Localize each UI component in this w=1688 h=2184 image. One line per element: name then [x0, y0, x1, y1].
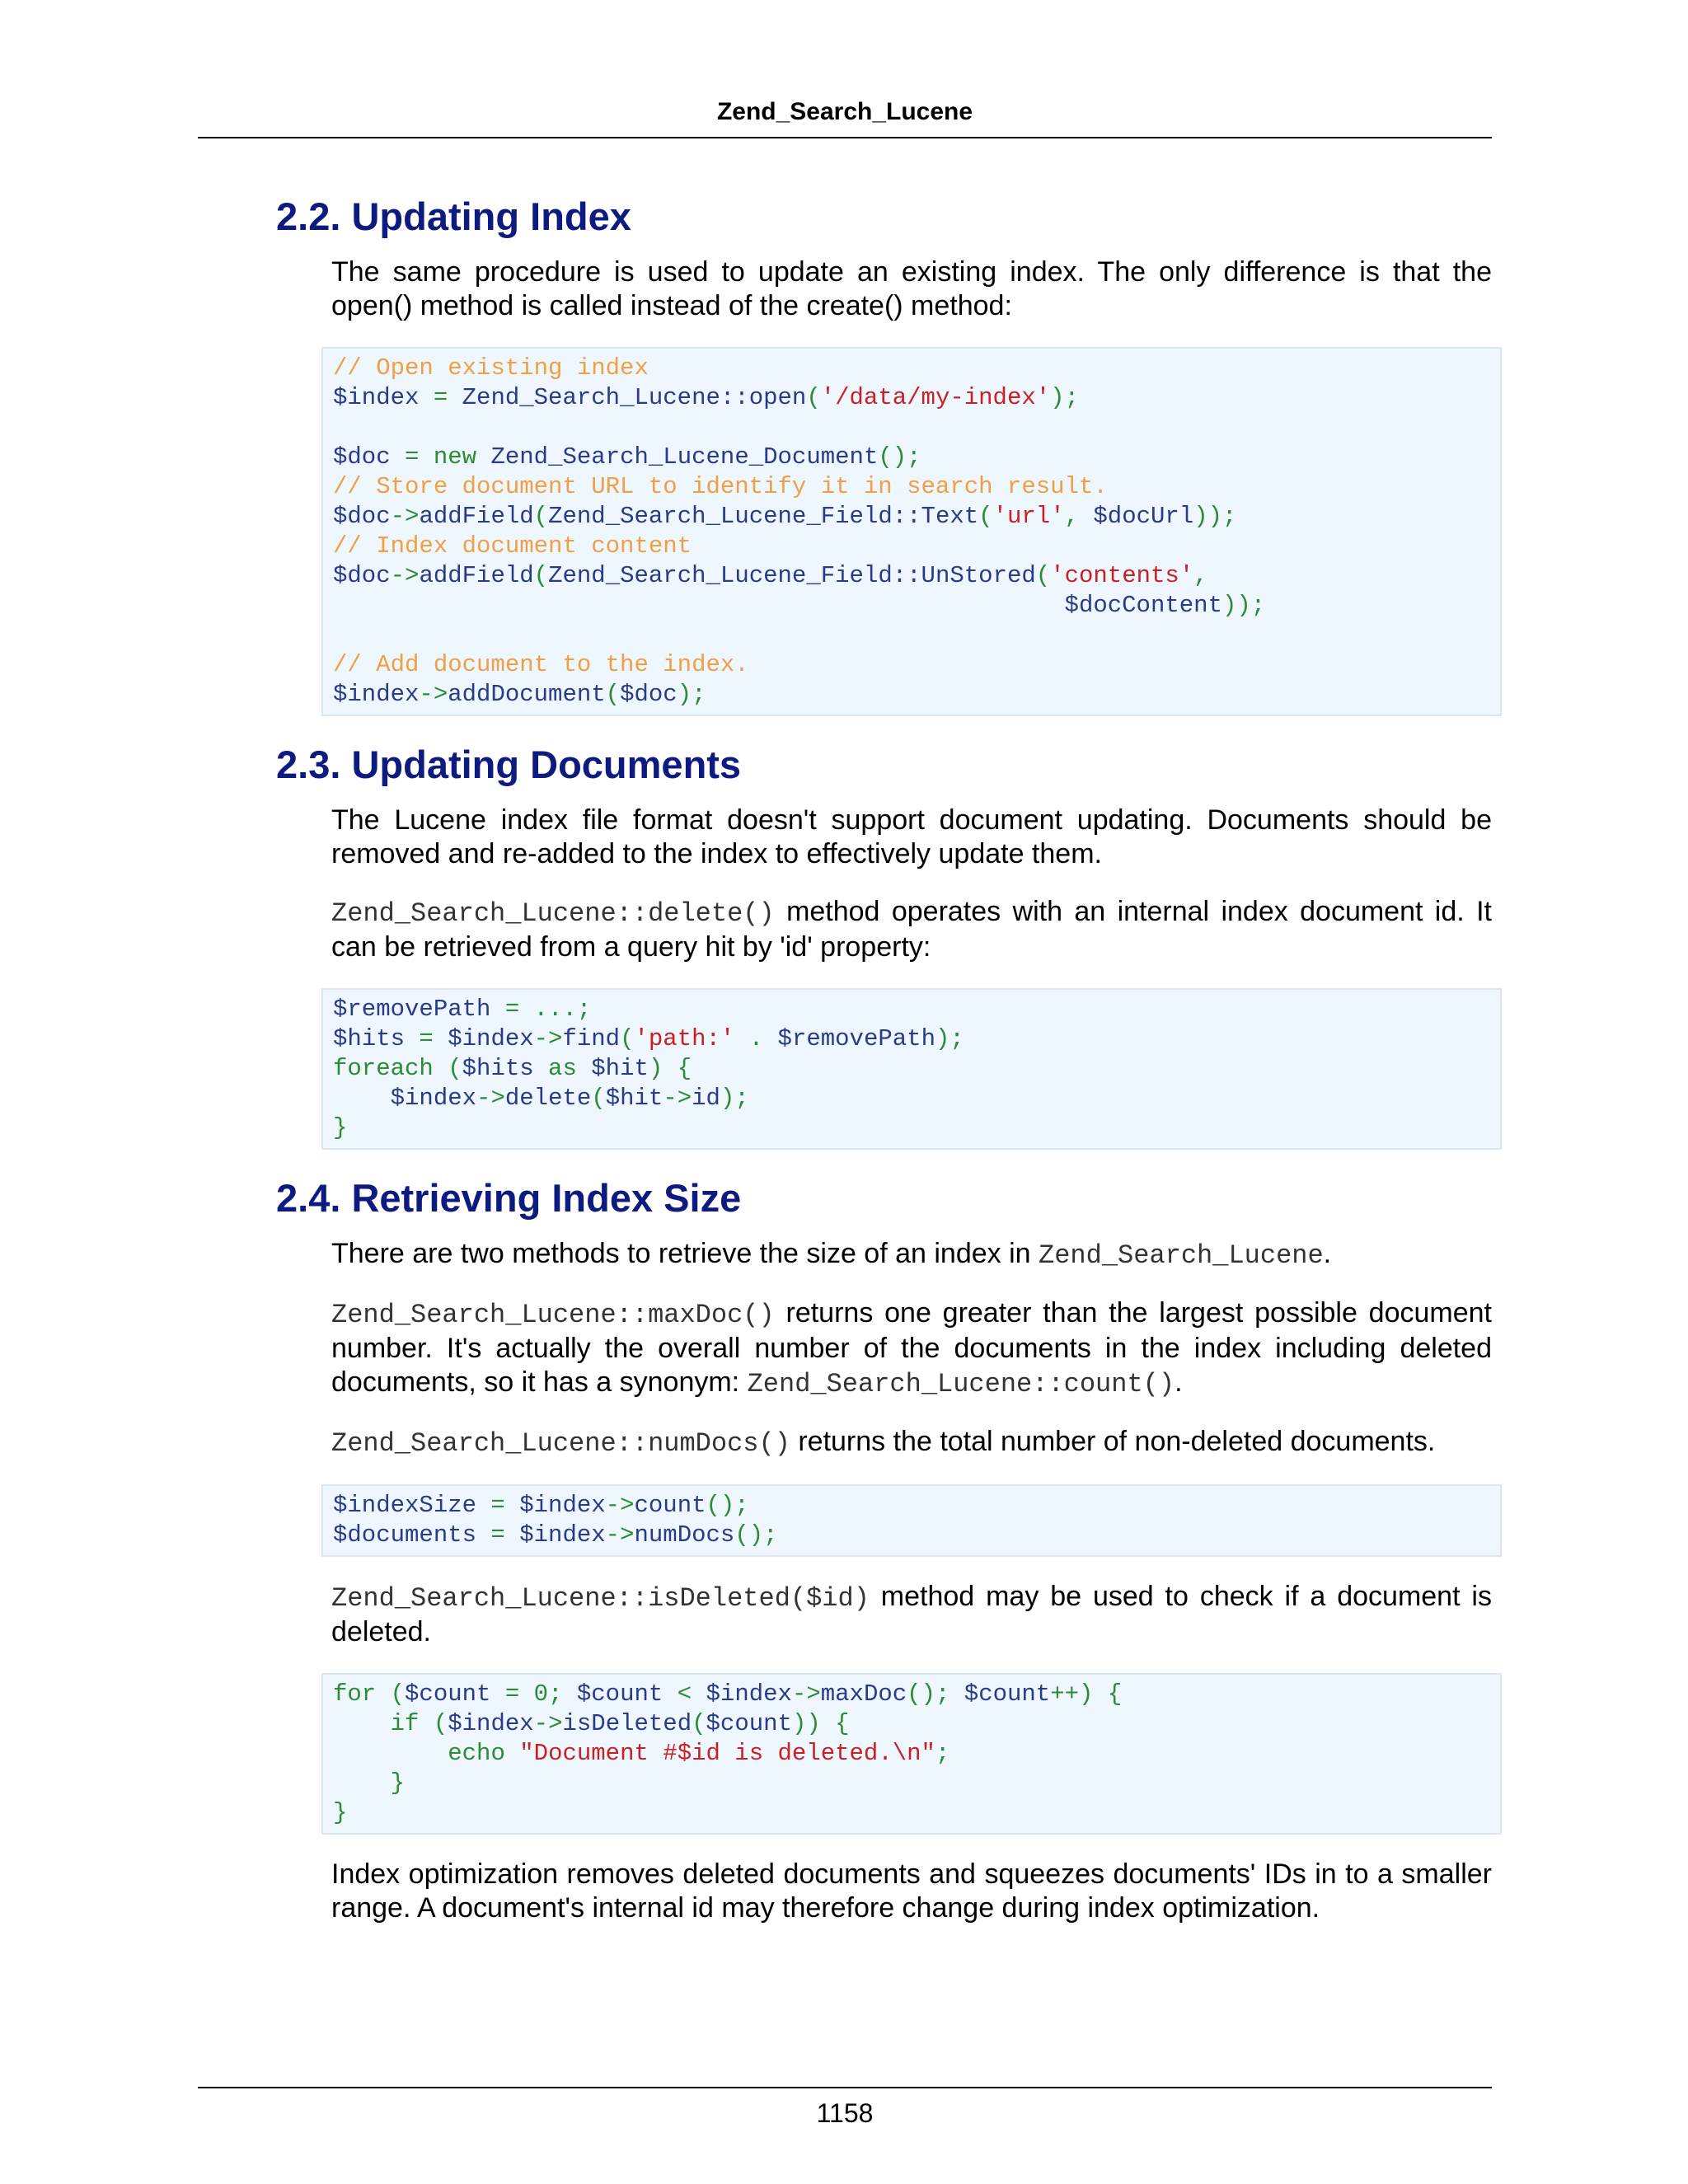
section-updating-documents [276, 739, 1500, 1150]
paragraph: The same procedure is used to update an existing index. The only difference is that the open() method is called instead of the create() method: [331, 256, 1492, 321]
inline-code: Zend_Search_Lucene::delete() [331, 898, 775, 929]
section-retrieving-index-size [276, 1173, 1500, 1925]
page-footer [198, 2087, 1492, 2130]
page-header [198, 96, 1492, 138]
paragraph: Index optimization removes deleted documents and squeezes documents' IDs in to a smaller range. A document's internal id may therefore change during index optimization. [331, 1858, 1492, 1924]
inline-code: Zend_Search_Lucene::isDeleted($id) [331, 1583, 870, 1614]
page-content [276, 191, 1500, 1949]
paragraph: Zend_Search_Lucene::isDeleted($id) method may be used to check if a document is deleted. [331, 1581, 1492, 1647]
header-title: Zend_Search_Lucene [716, 98, 973, 125]
inline-code: Zend_Search_Lucene::numDocs() [331, 1428, 790, 1459]
page-number: 1158 [816, 2098, 874, 2128]
code-block-remove-documents: $removePath = ...; $hits = $index->find('path:' . $removePath); foreach ($hits as $hit) { $index->delete($hit->id); } [321, 988, 1502, 1150]
paragraph: There are two methods to retrieve the size of an index in Zend_Search_Lucene. [331, 1238, 1332, 1271]
section-updating-index [276, 191, 1500, 716]
inline-code: Zend_Search_Lucene::maxDoc() [331, 1300, 775, 1330]
code-block-update-index: // Open existing index $index = Zend_Search_Lucene::open('/data/my-index'); $doc = new Zend_Search_Lucene_Document(); // Store document URL to identify it in search result. $doc->addField(Zend_Search_Lucene_Field::Text('url', $docUrl)); // Index document content $doc->addField(Zend_Search_Lucene_Field::UnStored('contents', $docContent)); // Add document to the index. $index->addDocument($doc); [321, 347, 1502, 716]
section-heading: 2.3. Updating Documents [276, 743, 742, 786]
section-heading: 2.4. Retrieving Index Size [276, 1176, 742, 1220]
paragraph: The Lucene index file format doesn't support document updating. Documents should be removed and re-added to the index to effectively update them. [331, 804, 1492, 869]
section-heading: 2.2. Updating Index [276, 194, 631, 238]
inline-code: Zend_Search_Lucene [1039, 1240, 1324, 1271]
inline-code: Zend_Search_Lucene::count() [747, 1369, 1175, 1399]
code-block-index-size: $indexSize = $index->count(); $documents = $index->numDocs(); [321, 1484, 1502, 1557]
paragraph: Zend_Search_Lucene::delete() method operates with an internal index document id. It can be retrieved from a query hit by 'id' property: [331, 896, 1492, 963]
paragraph: Zend_Search_Lucene::numDocs() returns the total number of non-deleted documents. [331, 1426, 1436, 1459]
paragraph: Zend_Search_Lucene::maxDoc() returns one greater than the largest possible document number. It's actually the overall number of the documents in the index including deleted documents, so it has a synonym: Zend_Search_Lucene::count(). [331, 1297, 1492, 1399]
code-block-is-deleted: for ($count = 0; $count < $index->maxDoc(); $count++) { if ($index->isDeleted($count)) { echo "Document #$id is deleted.\n"; } } [321, 1673, 1502, 1835]
